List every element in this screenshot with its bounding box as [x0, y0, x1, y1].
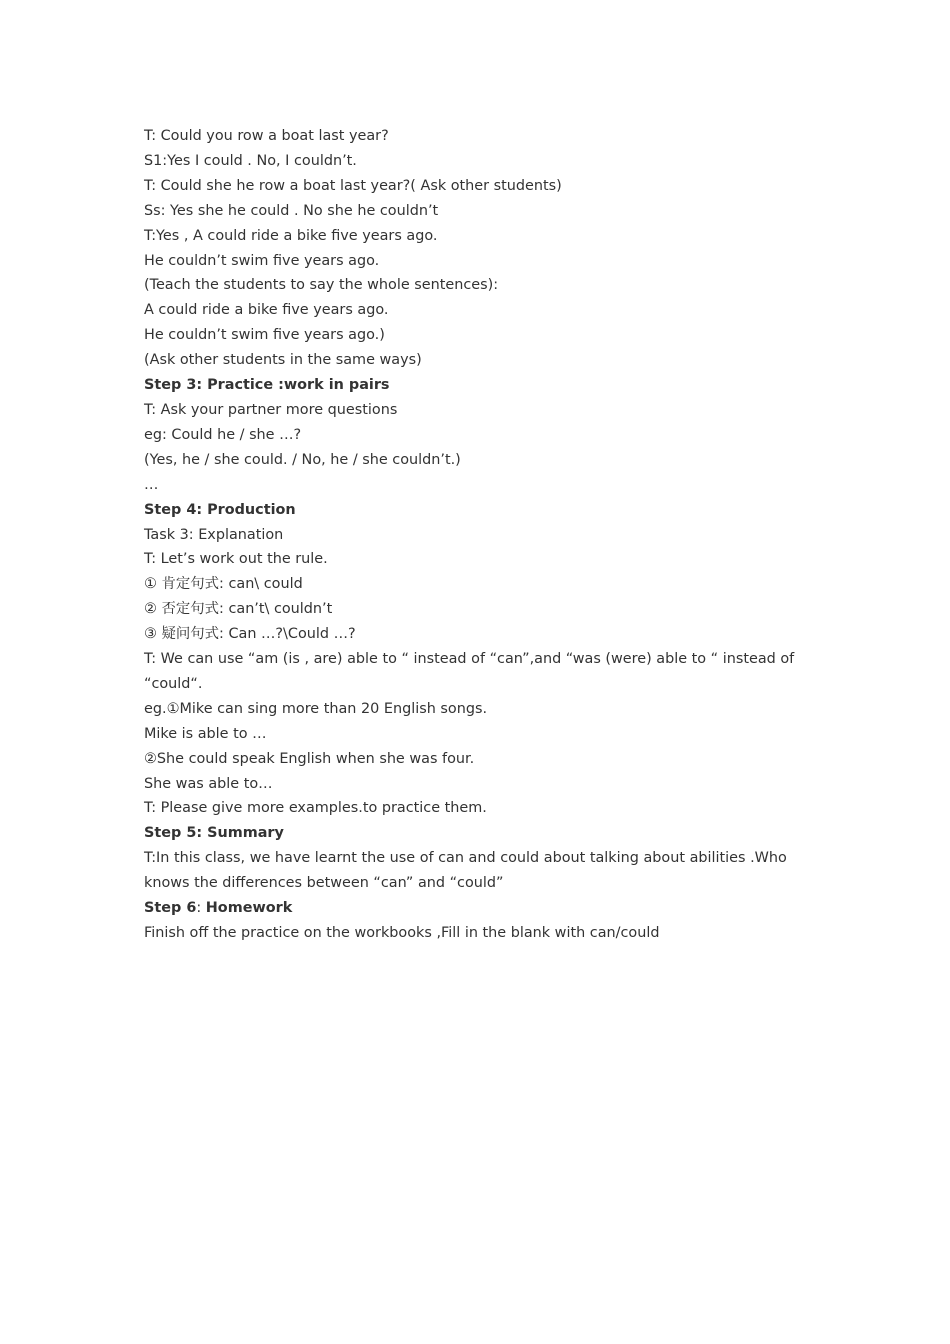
bold-text: Step 4: Production [144, 501, 296, 518]
text-line [144, 547, 814, 572]
text-line [144, 199, 814, 224]
text-span: ① 肯定句式: can\ could [144, 576, 303, 593]
text-line [144, 722, 814, 747]
text-line [144, 796, 814, 821]
text-span: T: Let’s work out the rule. [144, 551, 328, 568]
text-line [144, 697, 814, 722]
text-span: T: We can use “am (is , are) able to “ instead of “can”,and “was (were) able to “ instead of “could“. [144, 651, 799, 692]
text-line [144, 772, 814, 797]
text-span: He couldn’t swim five years ago. [144, 252, 380, 269]
text-span: Ss: Yes she he could . No she he couldn’t [144, 202, 439, 219]
text-line [144, 896, 814, 921]
text-line [144, 846, 814, 896]
text-span: ③ 疑问句式: Can …?\Could …? [144, 626, 356, 643]
text-line [144, 423, 814, 448]
text-span: (Teach the students to say the whole sentences): [144, 277, 499, 294]
text-line [144, 298, 814, 323]
text-span: (Yes, he / she could. / No, he / she couldn’t.) [144, 451, 461, 468]
text-line [144, 273, 814, 298]
document-body [144, 124, 814, 946]
bold-text: Step 3: Practice :work in pairs [144, 377, 390, 394]
bold-text: Homework [205, 900, 293, 917]
text-span: eg.①Mike can sing more than 20 English songs. [144, 700, 488, 717]
text-line [144, 398, 814, 423]
text-span: (Ask other students in the same ways) [144, 352, 422, 369]
text-line [144, 821, 814, 846]
text-line [144, 498, 814, 523]
text-line [144, 348, 814, 373]
text-line [144, 747, 814, 772]
text-span: A could ride a bike five years ago. [144, 302, 389, 319]
text-span: Mike is able to … [144, 725, 267, 742]
text-line [144, 373, 814, 398]
text-line [144, 597, 814, 622]
text-span: T:Yes , A could ride a bike five years ago. [144, 227, 438, 244]
text-span: Task 3: Explanation [144, 526, 284, 543]
text-line [144, 249, 814, 274]
text-line [144, 921, 814, 946]
text-span: ②She could speak English when she was four. [144, 750, 475, 767]
text-line [144, 124, 814, 149]
text-line [144, 174, 814, 199]
text-span: T: Ask your partner more questions [144, 401, 398, 418]
text-span: T: Could she he row a boat last year?( Ask other students) [144, 177, 562, 194]
text-line [144, 323, 814, 348]
text-span: He couldn’t swim five years ago.) [144, 327, 385, 344]
text-line [144, 572, 814, 597]
text-span: S1:Yes I could . No, I couldn’t. [144, 152, 357, 169]
text-line [144, 224, 814, 249]
text-span: : [196, 900, 206, 917]
text-span: … [144, 476, 159, 493]
text-line [144, 473, 814, 498]
bold-text: Step 6 [144, 900, 197, 917]
text-span: She was able to… [144, 775, 273, 792]
text-line [144, 647, 814, 697]
text-span: T: Could you row a boat last year? [144, 128, 389, 144]
text-span: ② 否定句式: can’t\ couldn’t [144, 601, 333, 618]
text-span: T:In this class, we have learnt the use of can and could about talking about abilities .Who knows the differences between “can” and “could” [144, 850, 792, 892]
text-span: T: Please give more examples.to practice them. [144, 800, 487, 817]
bold-text: Step 5: Summary [144, 825, 284, 842]
text-line [144, 149, 814, 174]
text-line [144, 622, 814, 647]
text-line [144, 448, 814, 473]
text-span: Finish off the practice on the workbooks ,Fill in the blank with can/could [144, 925, 660, 941]
text-line [144, 523, 814, 548]
text-span: eg: Could he / she …? [144, 426, 302, 443]
